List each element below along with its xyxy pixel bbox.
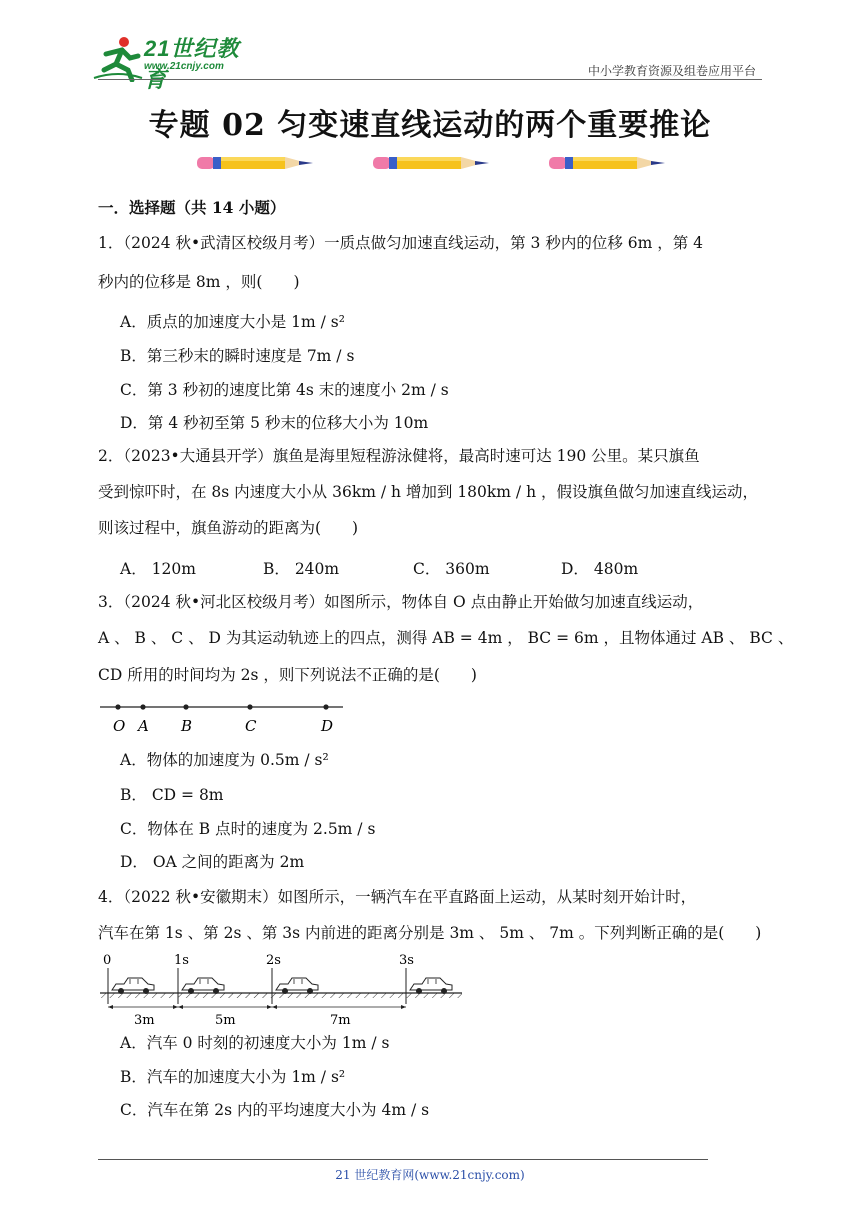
time-label-3s: 3s [399,953,414,968]
distance-label-7m: 7m [330,1013,351,1028]
car-icon [182,978,224,994]
point-b-marker [183,704,188,709]
question-1-stem-line: 秒内的位移是 8m ，则( ) [98,273,300,291]
page-title: 专题 02 匀变速直线运动的两个重要推论 [148,108,712,143]
header-tagline: 中小学教育资源及组卷应用平台 [587,64,756,78]
pencil-icon [197,157,313,169]
question-4-option-b[interactable]: B．汽车的加速度大小为 1m / s² [120,1068,346,1086]
pencil-decoration [195,152,675,174]
point-b-label: B [181,717,193,735]
question-3-option-c[interactable]: C．物体在 B 点时的速度为 2.5m / s [120,820,376,838]
point-o-label: O [113,717,126,735]
question-2-stem-line: 则该过程中，旗鱼游动的距离为( ) [98,519,359,537]
pencil-icon [373,157,489,169]
question-4-stem-line: 4．（2022 秋•安徽期末）如图所示，一辆汽车在平直路面上运动，从某时刻开始计时， [98,888,697,906]
question-3-option-a[interactable]: A．物体的加速度为 0.5m / s² [120,751,329,769]
site-logo[interactable] [92,34,262,92]
question-3-stem-line: A 、 B 、 C 、 D 为其运动轨迹上的四点，测得 AB = 4m ， BC = 6m ，且物体通过 AB 、 BC 、 [98,629,794,647]
question-2-option-d[interactable]: D． 480m [561,560,639,578]
question-1-option-b[interactable]: B．第三秒末的瞬时速度是 7m / s [120,347,355,365]
question-2-option-b[interactable]: B． 240m [263,560,340,578]
question-4-figure [98,950,468,1030]
header-divider [98,79,762,80]
runner-logo-icon [92,34,144,82]
time-label-0: 0 [103,953,112,968]
point-o-marker [115,704,120,709]
point-d-marker [323,704,328,709]
point-a-marker [140,704,145,709]
question-3-stem-line: 3．（2024 秋•河北区校级月考）如图所示，物体自 O 点由静止开始做匀加速直线运动， [98,593,704,611]
page-header [0,0,860,90]
question-2-stem-line: 受到惊吓时，在 8s 内速度大小从 36km / h 增加到 180km / h ，假设旗鱼做匀加速直线运动， [98,483,758,501]
time-label-1s: 1s [174,953,189,968]
question-1-option-c[interactable]: C．第 3 秒初的速度比第 4s 末的速度小 2m / s [120,381,449,399]
question-1-option-d[interactable]: D．第 4 秒初至第 5 秒末的位移大小为 10m [120,414,429,432]
car-icon [276,978,318,994]
footer-divider [98,1159,708,1160]
pencil-icon [549,157,665,169]
point-c-marker [247,704,252,709]
question-3-figure [98,697,348,741]
logo-url: www.21cnjy.com [144,61,224,72]
question-1-option-a[interactable]: A．质点的加速度大小是 1m / s² [120,313,345,331]
point-d-label: D [321,717,334,735]
time-label-2s: 2s [266,953,281,968]
point-c-label: C [245,717,257,735]
road-surface [100,993,462,998]
question-4-stem-line: 汽车在第 1s 、第 2s 、第 3s 内前进的距离分别是 3m 、 5m 、 7m 。下列判断正确的是( ) [98,924,762,942]
section-heading: 一．选择题（共 14 小题） [98,198,286,217]
question-3-option-d[interactable]: D． OA 之间的距离为 2m [120,853,305,871]
question-1-stem-line: 1．（2024 秋•武清区校级月考）一质点做匀加速直线运动，第 3 秒内的位移 6m ，第 4 [98,234,704,252]
question-2-option-c[interactable]: C． 360m [413,560,490,578]
logo-text: 21世纪教育 [144,36,240,92]
question-2-option-a[interactable]: A． 120m [120,560,196,578]
car-icon [112,978,154,994]
distance-label-3m: 3m [134,1013,155,1028]
question-3-option-b[interactable]: B． CD = 8m [120,786,224,804]
footer-link[interactable]: 21 世纪教育网(www.21cnjy.com) [335,1168,525,1182]
question-2-stem-line: 2．（2023•大通县开学）旗鱼是海里短程游泳健将，最高时速可达 190 公里。某只旗鱼 [98,447,700,465]
question-3-stem-line: CD 所用的时间均为 2s ，则下列说法不正确的是( ) [98,666,477,684]
question-4-option-a[interactable]: A．汽车 0 时刻的初速度大小为 1m / s [120,1034,390,1052]
distance-label-5m: 5m [215,1013,236,1028]
question-4-option-c[interactable]: C．汽车在第 2s 内的平均速度大小为 4m / s [120,1101,430,1119]
point-a-label: A [138,717,149,735]
car-icon [410,978,452,994]
